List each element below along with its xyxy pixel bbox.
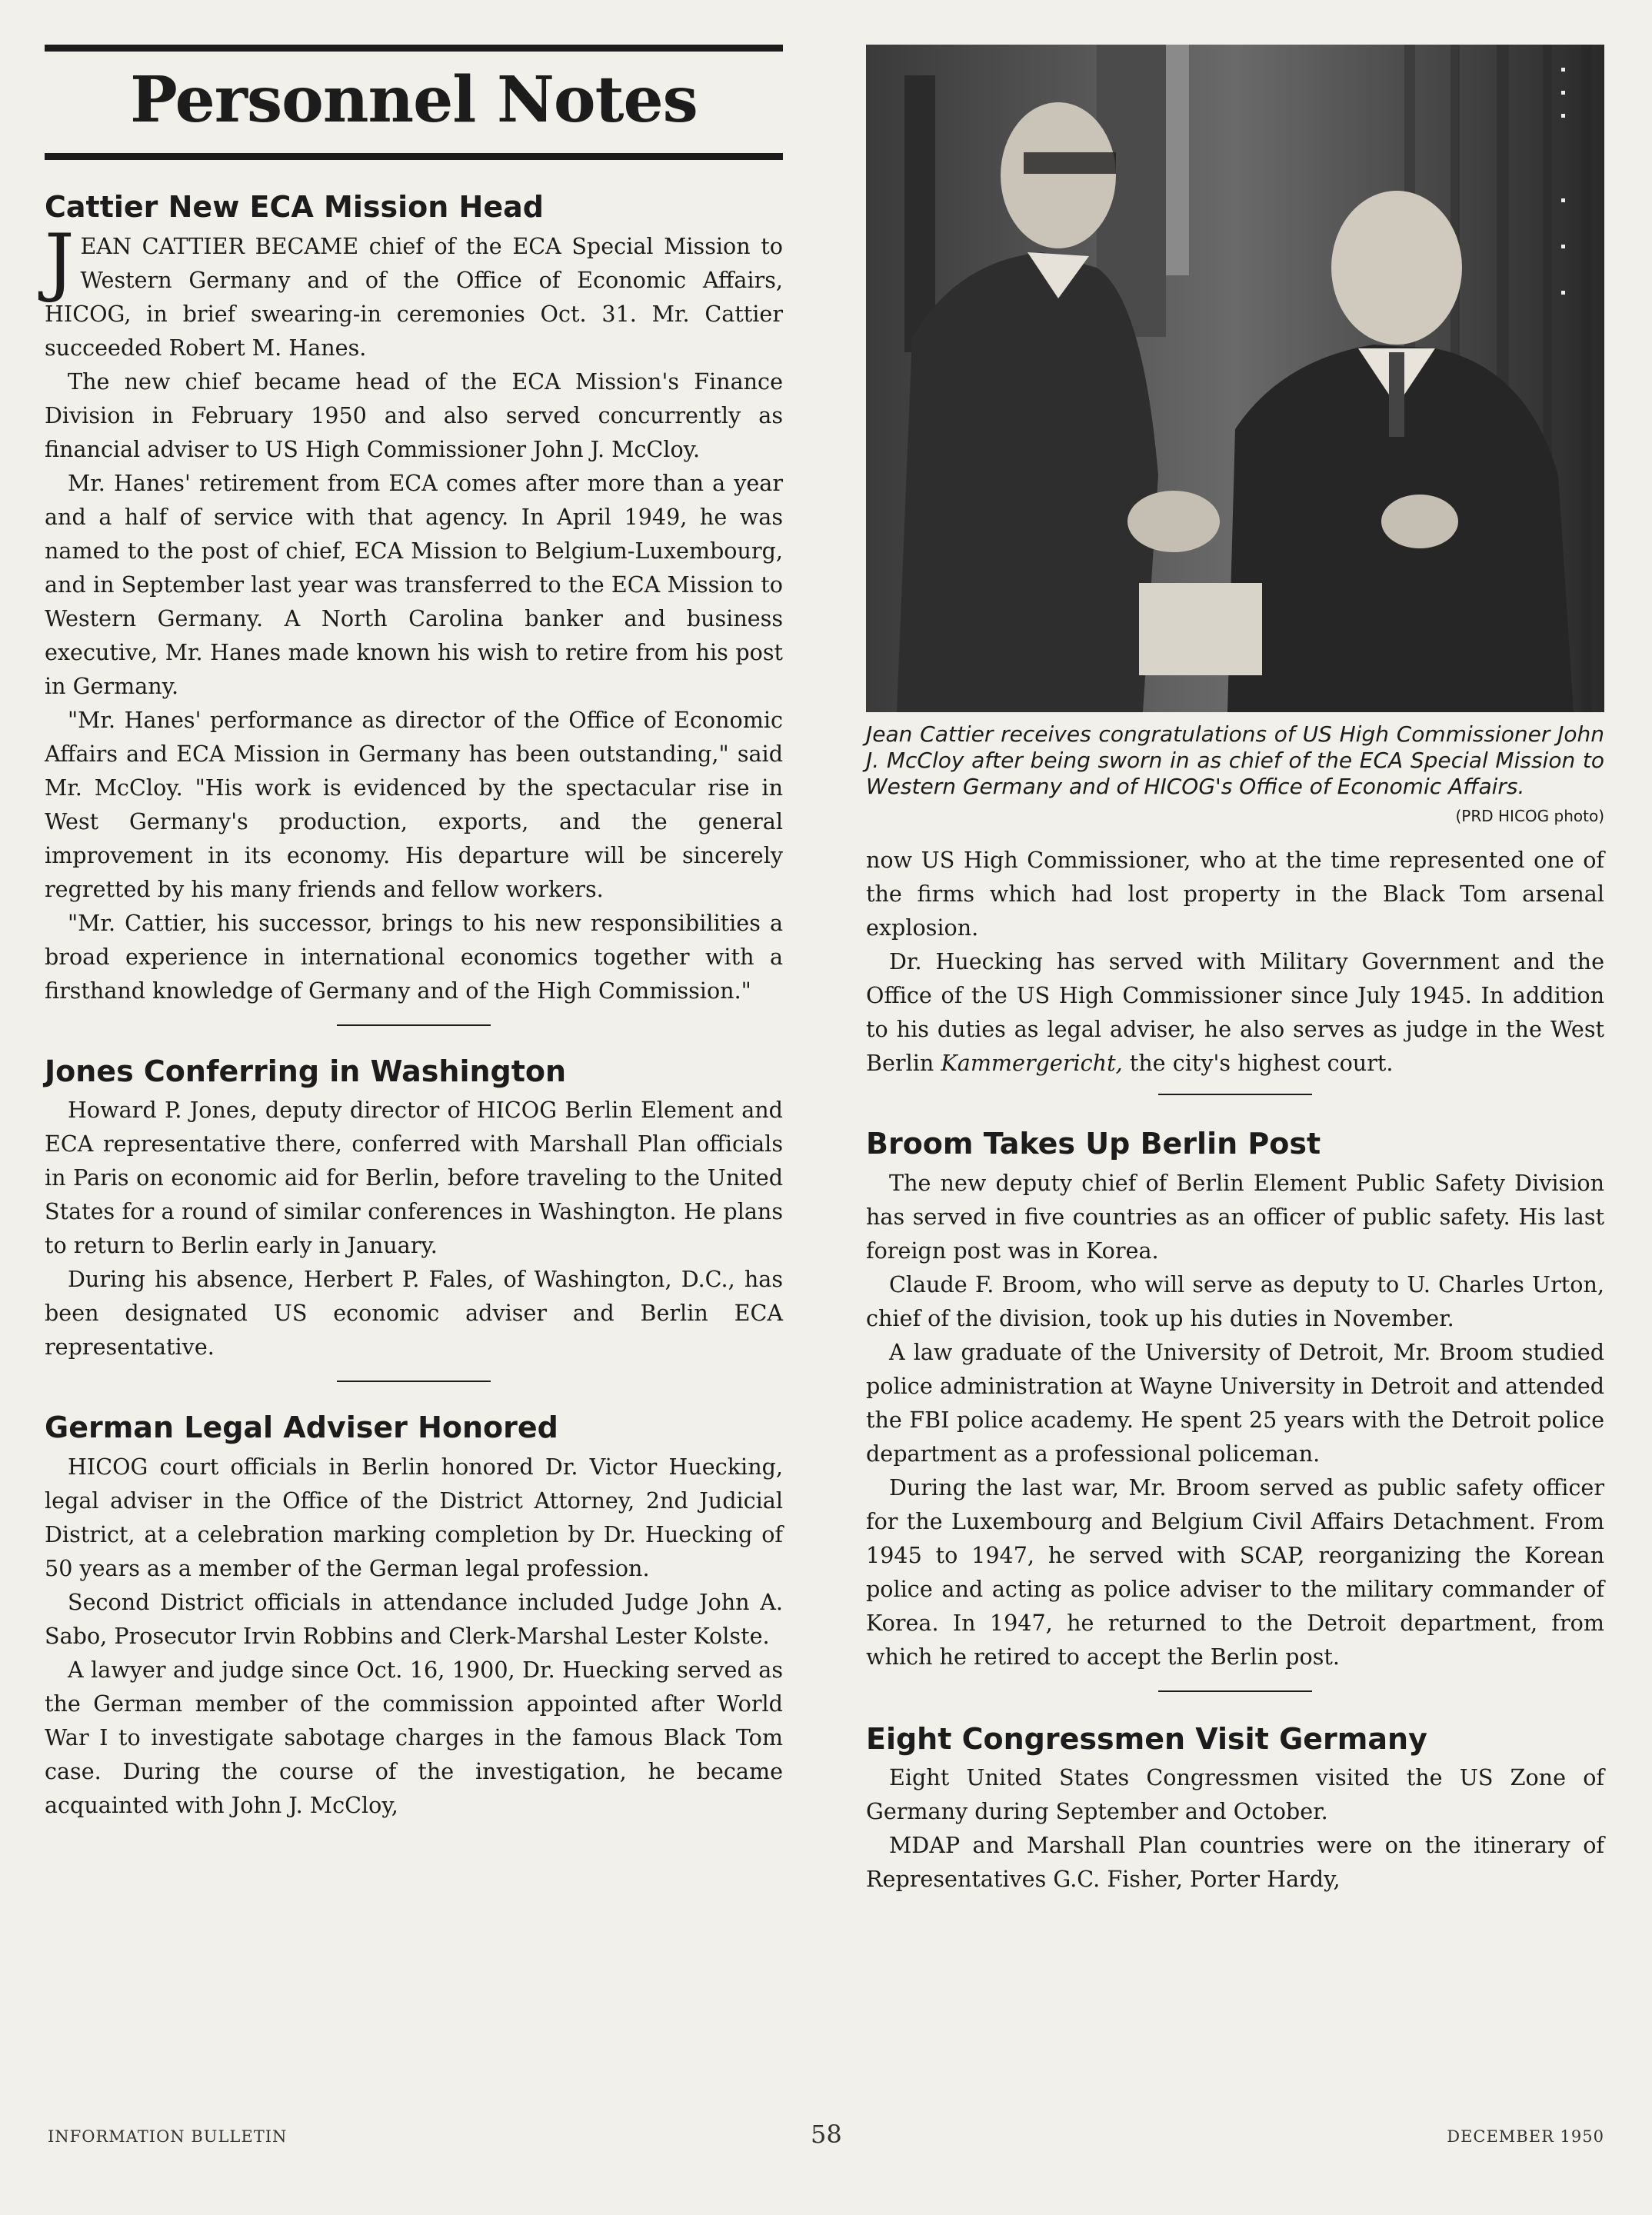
- congress-para-2: MDAP and Marshall Plan countries were on the itinerary of Representatives G.C. Fisher, Porter Hardy,: [866, 1832, 1604, 1893]
- masthead-rule-top: [45, 45, 783, 52]
- legal-para-2: Second District officials in attendance included Judge John A. Sabo, Prosecutor Irvin Robbins and Clerk-Marshal Lester Kolste.: [45, 1589, 783, 1650]
- jones-para-1: Howard P. Jones, deputy director of HICOG Berlin Element and ECA representative there, conferred with Marshall Plan officials in Paris on economic aid for Berlin, before traveling to the United States for a round of similar conferences in Washington. He plans to return to Berlin early in January.: [45, 1097, 783, 1259]
- cattier-heading: Cattier New ECA Mission Head: [45, 190, 544, 224]
- cattier-para-2: The new chief became head of the ECA Mission's Finance Division in February 1950 and also served concurrently as financial adviser to US High Commissioner John J. McCloy.: [45, 368, 783, 462]
- legal-para-1: HICOG court officials in Berlin honored Dr. Victor Huecking, legal adviser in the Office of the District Attorney, 2nd Judicial District, at a celebration marking completion by Dr. Huecking of 50 years as a member of the German legal profession.: [45, 1454, 783, 1582]
- cattier-para-5: "Mr. Cattier, his successor, brings to his new responsibilities a broad experience in international economics together with a firsthand knowledge of Germany and of the High Commission.": [45, 909, 783, 1004]
- cattier-para-1: JEAN CATTIER BECAME chief of the ECA Special Mission to Western Germany and of the Office of Economic Affairs, HICOG, in brief swearing-in ceremonies Oct. 31. Mr. Cattier succeeded Robert M. Hanes.: [45, 218, 783, 361]
- page-number: 58: [811, 2120, 842, 2149]
- photo-caption: Jean Cattier receives congratulations of US High Commissioner John J. McCloy after being sworn in as chief of the ECA Special Mission to Western Germany and of HICOG's Office of Economic Affairs. (PRD HICOG photo): [866, 721, 1604, 800]
- right-column: [866, 45, 1604, 1896]
- photo-illustration: [866, 45, 1604, 712]
- footer-publication: INFORMATION BULLETIN: [48, 2127, 288, 2146]
- congress-para-1: Eight United States Congressmen visited the US Zone of Germany during September and October.: [866, 1764, 1604, 1825]
- congress-heading: Eight Congressmen Visit Germany: [866, 1721, 1427, 1756]
- legal-para-4: now US High Commissioner, who at the time represented one of the firms which had lost property in the Black Tom arsenal explosion.: [866, 847, 1604, 941]
- legal-heading: German Legal Adviser Honored: [45, 1411, 558, 1445]
- broom-para-4: During the last war, Mr. Broom served as public safety officer for the Luxembourg and Belgium Civil Affairs Detachment. From 1945 to 1947, he served with SCAP, reorganizing the Korean police and acting as police adviser to the military commander of Korea. In 1947, he returned to the Detroit department, from which he retired to accept the Berlin post.: [866, 1474, 1604, 1670]
- broom-heading: Broom Takes Up Berlin Post: [866, 1127, 1321, 1161]
- jones-para-2: During his absence, Herbert P. Fales, of Washington, D.C., has been designated US economic adviser and Berlin ECA representative.: [45, 1266, 783, 1361]
- footer-date: DECEMBER 1950: [1447, 2127, 1604, 2146]
- drop-cap: J: [45, 218, 75, 305]
- left-column: [45, 45, 783, 1822]
- masthead-rule-bottom: [45, 153, 783, 160]
- broom-para-2: Claude F. Broom, who will serve as deputy to U. Charles Urton, chief of the division, took up his duties in November.: [866, 1271, 1604, 1331]
- broom-para-1: The new deputy chief of Berlin Element Public Safety Division has served in five countries as an officer of public safety. His last foreign post was in Korea.: [866, 1169, 1604, 1264]
- jones-heading: Jones Conferring in Washington: [45, 1054, 567, 1088]
- legal-para-5: Dr. Huecking has served with Military Government and the Office of the US High Commissioner since July 1945. In addition to his duties as legal adviser, he also serves as judge in the West Berlin Kammergericht, the city's highest court.: [866, 948, 1604, 1076]
- cattier-para-3: Mr. Hanes' retirement from ECA comes after more than a year and a half of service with that agency. In April 1949, he was named to the post of chief, ECA Mission to Belgium-Luxembourg, and in September last year was transferred to the ECA Mission to Western Germany. A North Carolina banker and business executive, Mr. Hanes made known his wish to retire from his post in Germany.: [45, 469, 783, 699]
- cattier-para-4: "Mr. Hanes' performance as director of the Office of Economic Affairs and ECA Mission in Germany has been outstanding," said Mr. McCloy. "His work is evidenced by the spectacular rise in West Germany's production, exports, and the general improvement in its economy. His departure will be sincerely regretted by his many friends and fellow workers.: [45, 706, 783, 902]
- photo-handshake: [866, 45, 1604, 712]
- page-title: Personnel Notes: [130, 63, 698, 137]
- broom-para-3: A law graduate of the University of Detroit, Mr. Broom studied police administration at Wayne University in Detroit and attended the FBI police academy. He spent 25 years with the Detroit police department as a professional policeman.: [866, 1338, 1604, 1467]
- legal-para-3: A lawyer and judge since Oct. 16, 1900, Dr. Huecking served as the German member of the commission appointed after World War I to investigate sabotage charges in the famous Black Tom case. During the course of the investigation, he became acquainted with John J. McCloy,: [45, 1657, 783, 1819]
- photo-credit: (PRD HICOG photo): [1455, 807, 1604, 825]
